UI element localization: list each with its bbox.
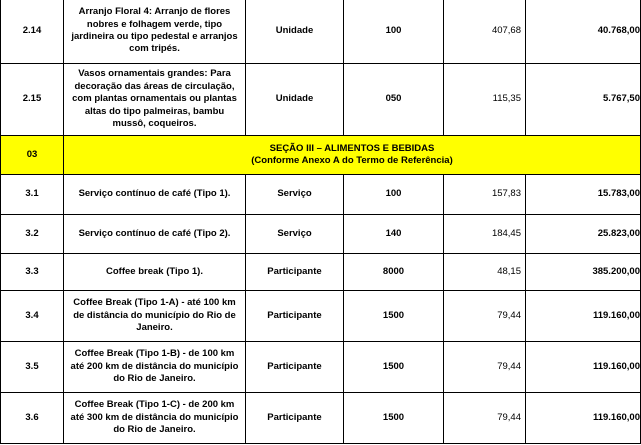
item-number: 3.2 bbox=[1, 215, 64, 254]
item-description: Coffee break (Tipo 1). bbox=[64, 254, 246, 291]
item-number: 2.15 bbox=[1, 64, 64, 136]
item-unit: Serviço bbox=[246, 175, 344, 215]
item-number: 3.5 bbox=[1, 342, 64, 393]
item-total: 385.200,00 bbox=[526, 254, 641, 291]
item-total: 119.160,00 bbox=[526, 342, 641, 393]
item-number: 3.4 bbox=[1, 291, 64, 342]
item-description: Coffee Break (Tipo 1-A) - até 100 km de distância do município do Rio de Janeiro. bbox=[64, 291, 246, 342]
section-header-row bbox=[1, 136, 641, 175]
table-row bbox=[1, 64, 641, 136]
item-unit: Participante bbox=[246, 393, 344, 444]
item-total: 25.823,00 bbox=[526, 215, 641, 254]
table-row bbox=[1, 393, 641, 444]
item-unit-price: 79,44 bbox=[444, 393, 526, 444]
section-subtitle: (Conforme Anexo A do Termo de Referência) bbox=[251, 155, 453, 166]
item-unit: Serviço bbox=[246, 215, 344, 254]
item-unit-price: 184,45 bbox=[444, 215, 526, 254]
item-total: 5.767,50 bbox=[526, 64, 641, 136]
item-total: 40.768,00 bbox=[526, 0, 641, 64]
item-description: Arranjo Floral 4: Arranjo de flores nobres e folhagem verde, tipo jardineira ou tipo pedestal e arranjos com tripés. bbox=[64, 0, 246, 64]
item-quantity: 1500 bbox=[344, 393, 444, 444]
item-description: Vasos ornamentais grandes: Para decoração das áreas de circulação, com plantas ornamentais ou plantas altas do tipo palmeiras, bambu mussô, coqueiros. bbox=[64, 64, 246, 136]
item-number: 2.14 bbox=[1, 0, 64, 64]
item-quantity: 050 bbox=[344, 64, 444, 136]
item-quantity: 1500 bbox=[344, 342, 444, 393]
item-description: Coffee Break (Tipo 1-B) - de 100 km até 200 km de distância do município do Rio de Janeiro. bbox=[64, 342, 246, 393]
section-heading bbox=[64, 136, 641, 175]
item-unit-price: 48,15 bbox=[444, 254, 526, 291]
item-total: 15.783,00 bbox=[526, 175, 641, 215]
item-unit: Unidade bbox=[246, 64, 344, 136]
table-row bbox=[1, 215, 641, 254]
item-quantity: 100 bbox=[344, 175, 444, 215]
item-description: Serviço contínuo de café (Tipo 2). bbox=[64, 215, 246, 254]
table-row bbox=[1, 254, 641, 291]
item-unit-price: 115,35 bbox=[444, 64, 526, 136]
item-number: 3.3 bbox=[1, 254, 64, 291]
item-description: Serviço contínuo de café (Tipo 1). bbox=[64, 175, 246, 215]
item-unit: Participante bbox=[246, 291, 344, 342]
item-number: 3.1 bbox=[1, 175, 64, 215]
item-unit-price: 157,83 bbox=[444, 175, 526, 215]
item-quantity: 100 bbox=[344, 0, 444, 64]
table-row bbox=[1, 291, 641, 342]
item-unit-price: 79,44 bbox=[444, 291, 526, 342]
item-number: 3.6 bbox=[1, 393, 64, 444]
item-quantity: 140 bbox=[344, 215, 444, 254]
item-total: 119.160,00 bbox=[526, 291, 641, 342]
item-unit: Participante bbox=[246, 254, 344, 291]
table-row bbox=[1, 0, 641, 64]
item-description: Coffee Break (Tipo 1-C) - de 200 km até 300 km de distância do município do Rio de Janeiro. bbox=[64, 393, 246, 444]
item-unit-price: 407,68 bbox=[444, 0, 526, 64]
item-quantity: 8000 bbox=[344, 254, 444, 291]
item-unit-price: 79,44 bbox=[444, 342, 526, 393]
item-unit: Unidade bbox=[246, 0, 344, 64]
item-quantity: 1500 bbox=[344, 291, 444, 342]
table-row bbox=[1, 342, 641, 393]
table-row bbox=[1, 175, 641, 215]
item-total: 119.160,00 bbox=[526, 393, 641, 444]
item-unit: Participante bbox=[246, 342, 344, 393]
section-title: SEÇÃO III – ALIMENTOS E BEBIDAS bbox=[269, 142, 435, 154]
section-number: 03 bbox=[1, 136, 64, 175]
